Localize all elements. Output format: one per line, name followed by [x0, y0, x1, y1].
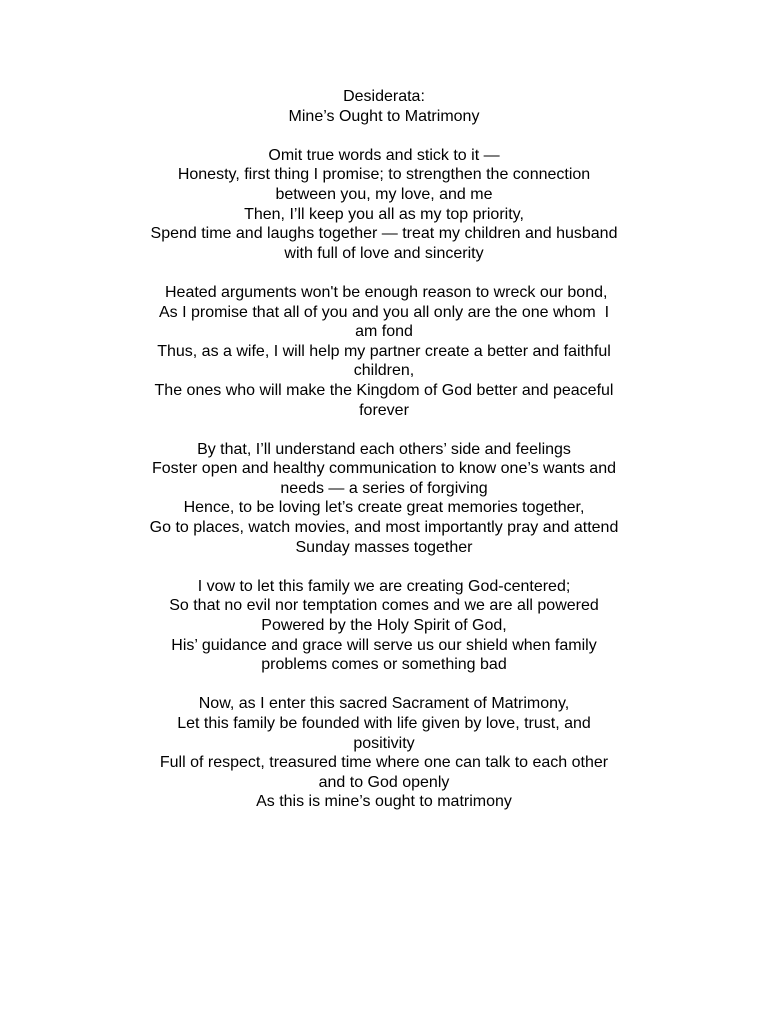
poem-line: Sunday masses together [295, 538, 473, 556]
poem-line: Heated arguments won't be enough reason to wreck our bond, [160, 283, 608, 301]
poem-line: forever [359, 401, 409, 419]
poem-line: Powered by the Holy Spirit of God, [261, 617, 507, 635]
poem-line: Omit true words and stick to it — [268, 146, 500, 164]
poem-line: with full of love and sincerity [284, 244, 484, 262]
poem-line: am fond [355, 323, 413, 341]
poem-line: children, [353, 362, 415, 380]
document-page [0, 87, 768, 832]
poem-line: positivity [353, 734, 415, 752]
poem-line: As I promise that all of you and you all only are the one whom I [158, 303, 610, 321]
poem-line: Now, as I enter this sacred Sacrament of Matrimony, [198, 695, 570, 713]
poem-line: His’ guidance and grace will serve us our shield when family [171, 636, 597, 654]
poem-line: Let this family be founded with life given by love, trust, and [177, 715, 591, 732]
poem-line: Full of respect, treasured time where one can talk to each other [159, 754, 609, 772]
poem-line: Foster open and healthy communication to know one’s wants and [152, 460, 616, 478]
poem-line: By that, I’ll understand each others’ side and feelings [197, 440, 571, 458]
poem-line: Honesty, first thing I promise; to strengthen the connection [177, 166, 591, 184]
poem-line: Go to places, watch movies, and most importantly pray and attend [149, 519, 619, 537]
poem-line: I vow to let this family we are creating God-centered; [197, 577, 571, 595]
stanza-4 [0, 577, 768, 675]
stanza-5 [0, 694, 768, 812]
poem-line: Spend time and laughs together — treat my children and husband [150, 225, 618, 243]
poem-line: So that no evil nor temptation comes and we are all powered [169, 597, 599, 615]
poem-line: and to God openly [318, 773, 450, 791]
poem-line: Then, I’ll keep you all as my top priority, [244, 205, 524, 223]
poem-line: Hence, to be loving let’s create great memories together, [183, 499, 585, 517]
stanza-3 [0, 440, 768, 558]
poem-line: Thus, as a wife, I will help my partner create a better and faithful [157, 342, 611, 360]
stanza-1 [0, 146, 768, 264]
poem-title [0, 87, 768, 126]
poem-line: The ones who will make the Kingdom of God better and peaceful [154, 381, 614, 399]
poem-line: As this is mine’s ought to matrimony [256, 793, 512, 811]
poem-line: problems comes or something bad [261, 656, 507, 674]
title-line: Desiderata: [343, 88, 425, 105]
poem-line: between you, my love, and me [275, 185, 493, 203]
poem-line: needs — a series of forgiving [280, 479, 488, 497]
stanza-2 [0, 283, 768, 420]
subtitle-line: Mine’s Ought to Matrimony [288, 107, 480, 125]
